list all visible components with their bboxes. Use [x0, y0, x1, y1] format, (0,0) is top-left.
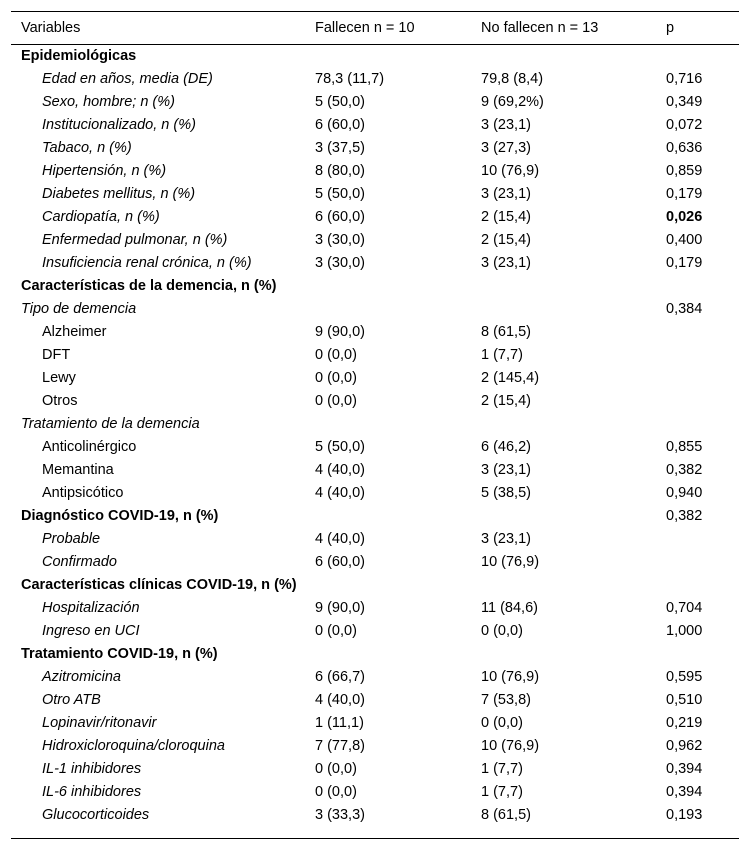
- cell-no-fallecen: 8 (61,5): [481, 807, 531, 823]
- cell-p-value: 0,382: [666, 462, 703, 478]
- row-label: Cardiopatía, n (%): [42, 209, 160, 225]
- cell-p-value: 0,026: [666, 209, 703, 225]
- cell-no-fallecen: 11 (84,6): [481, 600, 538, 616]
- table-row: [11, 298, 739, 321]
- table-row: [11, 597, 739, 620]
- cell-p-value: 0,179: [666, 186, 703, 202]
- row-label: Lewy: [42, 370, 76, 386]
- row-label: Diagnóstico COVID-19, n (%): [21, 508, 219, 524]
- cell-p-value: 0,394: [666, 761, 703, 777]
- cell-no-fallecen: 8 (61,5): [481, 324, 531, 340]
- cell-p-value: 0,382: [666, 508, 703, 524]
- cell-no-fallecen: 6 (46,2): [481, 439, 531, 455]
- cell-fallecen: 8 (80,0): [315, 163, 365, 179]
- cell-p-value: 0,636: [666, 140, 703, 156]
- table-row: [11, 91, 739, 114]
- row-label: Hidroxicloroquina/cloroquina: [42, 738, 225, 754]
- cell-fallecen: 0 (0,0): [315, 370, 357, 386]
- row-label: Otros: [42, 393, 78, 409]
- row-label: Edad en años, media (DE): [42, 71, 213, 87]
- cell-p-value: 0,940: [666, 485, 703, 501]
- table-row: [11, 758, 739, 781]
- header-variables: Variables: [21, 20, 81, 36]
- row-label: Institucionalizado, n (%): [42, 117, 196, 133]
- row-label: Tratamiento COVID-19, n (%): [21, 646, 218, 662]
- cell-no-fallecen: 0 (0,0): [481, 715, 523, 731]
- row-label: IL-6 inhibidores: [42, 784, 142, 800]
- row-label: Hospitalización: [42, 600, 140, 616]
- cell-no-fallecen: 1 (7,7): [481, 761, 523, 777]
- row-label: Anticolinérgico: [42, 439, 137, 455]
- row-label: Enfermedad pulmonar, n (%): [42, 232, 228, 248]
- row-label: Tabaco, n (%): [42, 140, 132, 156]
- row-label: Ingreso en UCI: [42, 623, 140, 639]
- table-row: [11, 390, 739, 413]
- cell-fallecen: 9 (90,0): [315, 600, 365, 616]
- table-row: [11, 482, 739, 505]
- table-row: [11, 781, 739, 804]
- cell-fallecen: 6 (60,0): [315, 554, 365, 570]
- row-label: Sexo, hombre; n (%): [42, 94, 175, 110]
- cell-no-fallecen: 9 (69,2%): [481, 94, 544, 110]
- table-row: [11, 321, 739, 344]
- table-row: [11, 459, 739, 482]
- cell-fallecen: 4 (40,0): [315, 485, 365, 501]
- table-row: [11, 183, 739, 206]
- cell-no-fallecen: 2 (145,4): [481, 370, 540, 386]
- cell-fallecen: 0 (0,0): [315, 761, 357, 777]
- cell-p-value: 0,859: [666, 163, 703, 179]
- row-label: Hipertensión, n (%): [42, 163, 167, 179]
- table-row: [11, 574, 739, 597]
- table-row: [11, 436, 739, 459]
- cell-p-value: 1,000: [666, 623, 703, 639]
- cell-fallecen: 5 (50,0): [315, 439, 365, 455]
- cell-fallecen: 5 (50,0): [315, 94, 365, 110]
- cell-fallecen: 4 (40,0): [315, 531, 365, 547]
- cell-fallecen: 6 (66,7): [315, 669, 365, 685]
- cell-no-fallecen: 3 (23,1): [481, 186, 531, 202]
- cell-p-value: 0,394: [666, 784, 703, 800]
- row-label: Otro ATB: [42, 692, 101, 708]
- table-row: [11, 137, 739, 160]
- cell-no-fallecen: 3 (23,1): [481, 462, 531, 478]
- cell-no-fallecen: 5 (38,5): [481, 485, 531, 501]
- cell-no-fallecen: 2 (15,4): [481, 232, 531, 248]
- cell-no-fallecen: 3 (23,1): [481, 531, 531, 547]
- table-row: [11, 528, 739, 551]
- cell-no-fallecen: 10 (76,9): [481, 738, 540, 754]
- table-row: [11, 252, 739, 275]
- row-label: Lopinavir/ritonavir: [42, 715, 157, 731]
- cell-p-value: 0,962: [666, 738, 703, 754]
- cell-p-value: 0,193: [666, 807, 703, 823]
- cell-no-fallecen: 2 (15,4): [481, 393, 531, 409]
- cell-fallecen: 6 (60,0): [315, 209, 365, 225]
- cell-p-value: 0,072: [666, 117, 703, 133]
- header-no-fallecen: No fallecen n = 13: [481, 20, 599, 36]
- cell-fallecen: 0 (0,0): [315, 347, 357, 363]
- table-row: [11, 413, 739, 436]
- table-row: [11, 505, 739, 528]
- cell-fallecen: 0 (0,0): [315, 784, 357, 800]
- cell-fallecen: 1 (11,1): [315, 715, 364, 731]
- cell-p-value: 0,704: [666, 600, 703, 616]
- table-row: [11, 666, 739, 689]
- table-body: [11, 45, 739, 838]
- cell-no-fallecen: 10 (76,9): [481, 669, 540, 685]
- cell-no-fallecen: 1 (7,7): [481, 784, 523, 800]
- table-row: [11, 114, 739, 137]
- cell-no-fallecen: 10 (76,9): [481, 163, 540, 179]
- row-label: Azitromicina: [42, 669, 121, 685]
- cell-no-fallecen: 3 (27,3): [481, 140, 531, 156]
- table-row: [11, 344, 739, 367]
- cell-fallecen: 3 (37,5): [315, 140, 365, 156]
- row-label: Tipo de demencia: [21, 301, 137, 317]
- table-row: [11, 712, 739, 735]
- row-label: Diabetes mellitus, n (%): [42, 186, 196, 202]
- cell-fallecen: 4 (40,0): [315, 462, 365, 478]
- cell-p-value: 0,400: [666, 232, 703, 248]
- table-row: [11, 689, 739, 712]
- cell-p-value: 0,716: [666, 71, 703, 87]
- cell-fallecen: 5 (50,0): [315, 186, 365, 202]
- table-row: [11, 367, 739, 390]
- row-label: Características de la demencia, n (%): [21, 278, 277, 294]
- cell-p-value: 0,510: [666, 692, 703, 708]
- cell-fallecen: 4 (40,0): [315, 692, 365, 708]
- row-label: Probable: [42, 531, 101, 547]
- table-row: [11, 45, 739, 68]
- table-row: [11, 68, 739, 91]
- header-p: p: [666, 20, 675, 36]
- cell-no-fallecen: 3 (23,1): [481, 117, 531, 133]
- row-label: Antipsicótico: [42, 485, 124, 501]
- row-label: Tratamiento de la demencia: [21, 416, 200, 432]
- row-label: Memantina: [42, 462, 114, 478]
- row-label: IL-1 inhibidores: [42, 761, 142, 777]
- cell-fallecen: 9 (90,0): [315, 324, 365, 340]
- header-fallecen: Fallecen n = 10: [315, 20, 415, 36]
- table-row: [11, 206, 739, 229]
- cell-no-fallecen: 0 (0,0): [481, 623, 523, 639]
- cell-no-fallecen: 7 (53,8): [481, 692, 531, 708]
- row-label: Insuficiencia renal crónica, n (%): [42, 255, 252, 271]
- cell-fallecen: 3 (30,0): [315, 255, 365, 271]
- cell-p-value: 0,179: [666, 255, 703, 271]
- table-row: [11, 804, 739, 827]
- cell-no-fallecen: 1 (7,7): [481, 347, 523, 363]
- cell-p-value: 0,219: [666, 715, 703, 731]
- table-row: [11, 275, 739, 298]
- row-label: Características clínicas COVID-19, n (%): [21, 577, 297, 593]
- table-row: [11, 551, 739, 574]
- table-row: [11, 229, 739, 252]
- cell-no-fallecen: 10 (76,9): [481, 554, 540, 570]
- table-row: [11, 735, 739, 758]
- row-label: Confirmado: [42, 554, 117, 570]
- cell-p-value: 0,384: [666, 301, 703, 317]
- table-header: [11, 12, 739, 45]
- data-table: [11, 11, 739, 839]
- cell-fallecen: 78,3 (11,7): [315, 71, 385, 87]
- cell-fallecen: 7 (77,8): [315, 738, 365, 754]
- cell-no-fallecen: 79,8 (8,4): [481, 71, 544, 87]
- cell-p-value: 0,595: [666, 669, 703, 685]
- cell-fallecen: 3 (30,0): [315, 232, 365, 248]
- cell-fallecen: 6 (60,0): [315, 117, 365, 133]
- row-label: Alzheimer: [42, 324, 107, 340]
- cell-no-fallecen: 3 (23,1): [481, 255, 531, 271]
- row-label: DFT: [42, 347, 71, 363]
- row-label: Glucocorticoides: [42, 807, 150, 823]
- cell-fallecen: 0 (0,0): [315, 393, 357, 409]
- cell-p-value: 0,855: [666, 439, 703, 455]
- cell-fallecen: 0 (0,0): [315, 623, 357, 639]
- cell-p-value: 0,349: [666, 94, 703, 110]
- table-row: [11, 160, 739, 183]
- table-row: [11, 620, 739, 643]
- cell-no-fallecen: 2 (15,4): [481, 209, 531, 225]
- table-row: [11, 643, 739, 666]
- row-label: Epidemiológicas: [21, 48, 137, 64]
- cell-fallecen: 3 (33,3): [315, 807, 365, 823]
